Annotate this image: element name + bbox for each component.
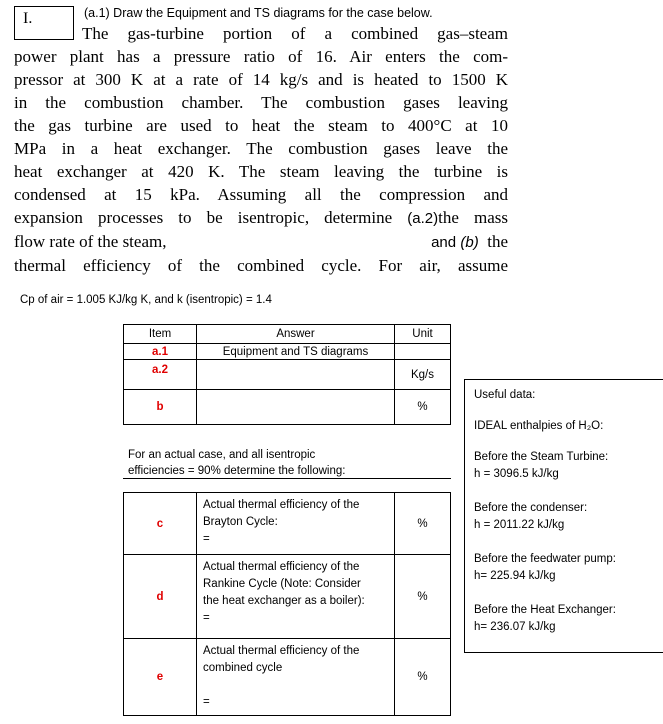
unit-c: %: [395, 493, 451, 555]
problem-line: the gas turbine are used to heat the steam to 400°C at 10: [14, 116, 508, 135]
item-d: d: [124, 555, 197, 639]
problem-line: condensed at 15 kPa. Assuming all the compression and: [14, 185, 508, 204]
answer-line: =: [203, 533, 210, 545]
marker-b: (b): [460, 234, 479, 251]
problem-line: [14, 206, 508, 230]
answer-line: Actual thermal efficiency of the: [203, 645, 360, 657]
item-a2: a.2: [124, 360, 197, 390]
problem-line: MPa in a heat exchanger. The combustion gases leave the: [14, 139, 508, 158]
problem-line10-and: and: [431, 234, 457, 251]
item-a1: a.1: [124, 344, 197, 360]
answer-line: Actual thermal efficiency of the: [203, 499, 360, 511]
answer-c[interactable]: [197, 493, 395, 555]
entry-value: h = 2011.22 kJ/kg: [474, 519, 565, 531]
problem-line9-prefix: expansion processes to be isentropic, determine: [14, 208, 393, 227]
answer-line: Actual thermal efficiency of the: [203, 561, 360, 573]
intro-line: For an actual case, and all isentropic: [128, 449, 316, 461]
cp-note: Cp of air = 1.005 KJ/kg K, and k (isentropic) = 1.4: [20, 294, 272, 306]
intro-line: efficiencies = 90% determine the following:: [128, 465, 346, 477]
answer-line: =: [203, 612, 210, 624]
actual-case-intro: [128, 447, 345, 479]
item-b: b: [124, 390, 197, 425]
problem-line: power plant has a pressure ratio of 16. Air enters the com-: [14, 47, 508, 66]
answer-line: combined cycle: [203, 662, 283, 674]
answer-line: Brayton Cycle:: [203, 516, 278, 528]
problem-line: pressor at 300 K at a rate of 14 kg/s and is heated to 1500 K: [14, 70, 508, 89]
problem-line: heat exchanger at 420 K. The steam leaving the turbine is: [14, 162, 508, 181]
problem-line10-right: the: [487, 232, 508, 251]
item-e: e: [124, 639, 197, 716]
unit-d: %: [395, 555, 451, 639]
entry-label: Before the Heat Exchanger:: [474, 604, 616, 616]
header-item: Item: [124, 325, 197, 344]
entry-value: h = 3096.5 kJ/kg: [474, 468, 559, 480]
answer-d[interactable]: [197, 555, 395, 639]
question-number: I.: [14, 6, 74, 40]
answer-line: Rankine Cycle (Note: Consider: [203, 578, 361, 590]
header-answer: Answer: [197, 325, 395, 344]
entry-label: Before the condenser:: [474, 502, 588, 514]
header-unit: Unit: [395, 325, 451, 344]
useful-data-title: Useful data:: [474, 389, 536, 401]
unit-b: %: [395, 390, 451, 425]
problem-line: thermal efficiency of the combined cycle. For air, assume: [14, 256, 508, 275]
answer-a1: Equipment and TS diagrams: [197, 344, 395, 360]
answer-table-actual: [123, 492, 451, 716]
item-c: c: [124, 493, 197, 555]
unit-a1: [395, 344, 451, 360]
problem-line: in the combustion chamber. The combustion gases leaving: [14, 93, 508, 112]
answer-line: the heat exchanger as a boiler):: [203, 595, 365, 607]
entry-value: h= 236.07 kJ/kg: [474, 621, 556, 633]
problem-line: [14, 230, 508, 254]
marker-a2: (a.2): [407, 210, 439, 227]
unit-a2: Kg/s: [395, 360, 451, 390]
problem-line9-suffix: the mass: [438, 208, 508, 227]
problem-line: The gas-turbine portion of a combined gas–steam: [82, 24, 508, 43]
answer-a2[interactable]: [197, 360, 395, 390]
subtitle: (a.1) Draw the Equipment and TS diagrams for the case below.: [84, 6, 433, 20]
answer-e[interactable]: [197, 639, 395, 716]
problem-line10-left: flow rate of the steam,: [14, 232, 167, 251]
answer-line: [203, 677, 388, 694]
ideal-enthalpies-label: IDEAL enthalpies of H₂O:: [474, 420, 604, 432]
intro-divider: [123, 478, 451, 479]
entry-label: Before the feedwater pump:: [474, 553, 616, 565]
entry-label: Before the Steam Turbine:: [474, 451, 609, 463]
entry-value: h= 225.94 kJ/kg: [474, 570, 556, 582]
answer-line: =: [203, 696, 210, 708]
problem-statement: [14, 22, 508, 277]
answer-b[interactable]: [197, 390, 395, 425]
answer-table-ideal: [123, 324, 451, 425]
unit-e: %: [395, 639, 451, 716]
useful-data-box: [464, 379, 663, 653]
